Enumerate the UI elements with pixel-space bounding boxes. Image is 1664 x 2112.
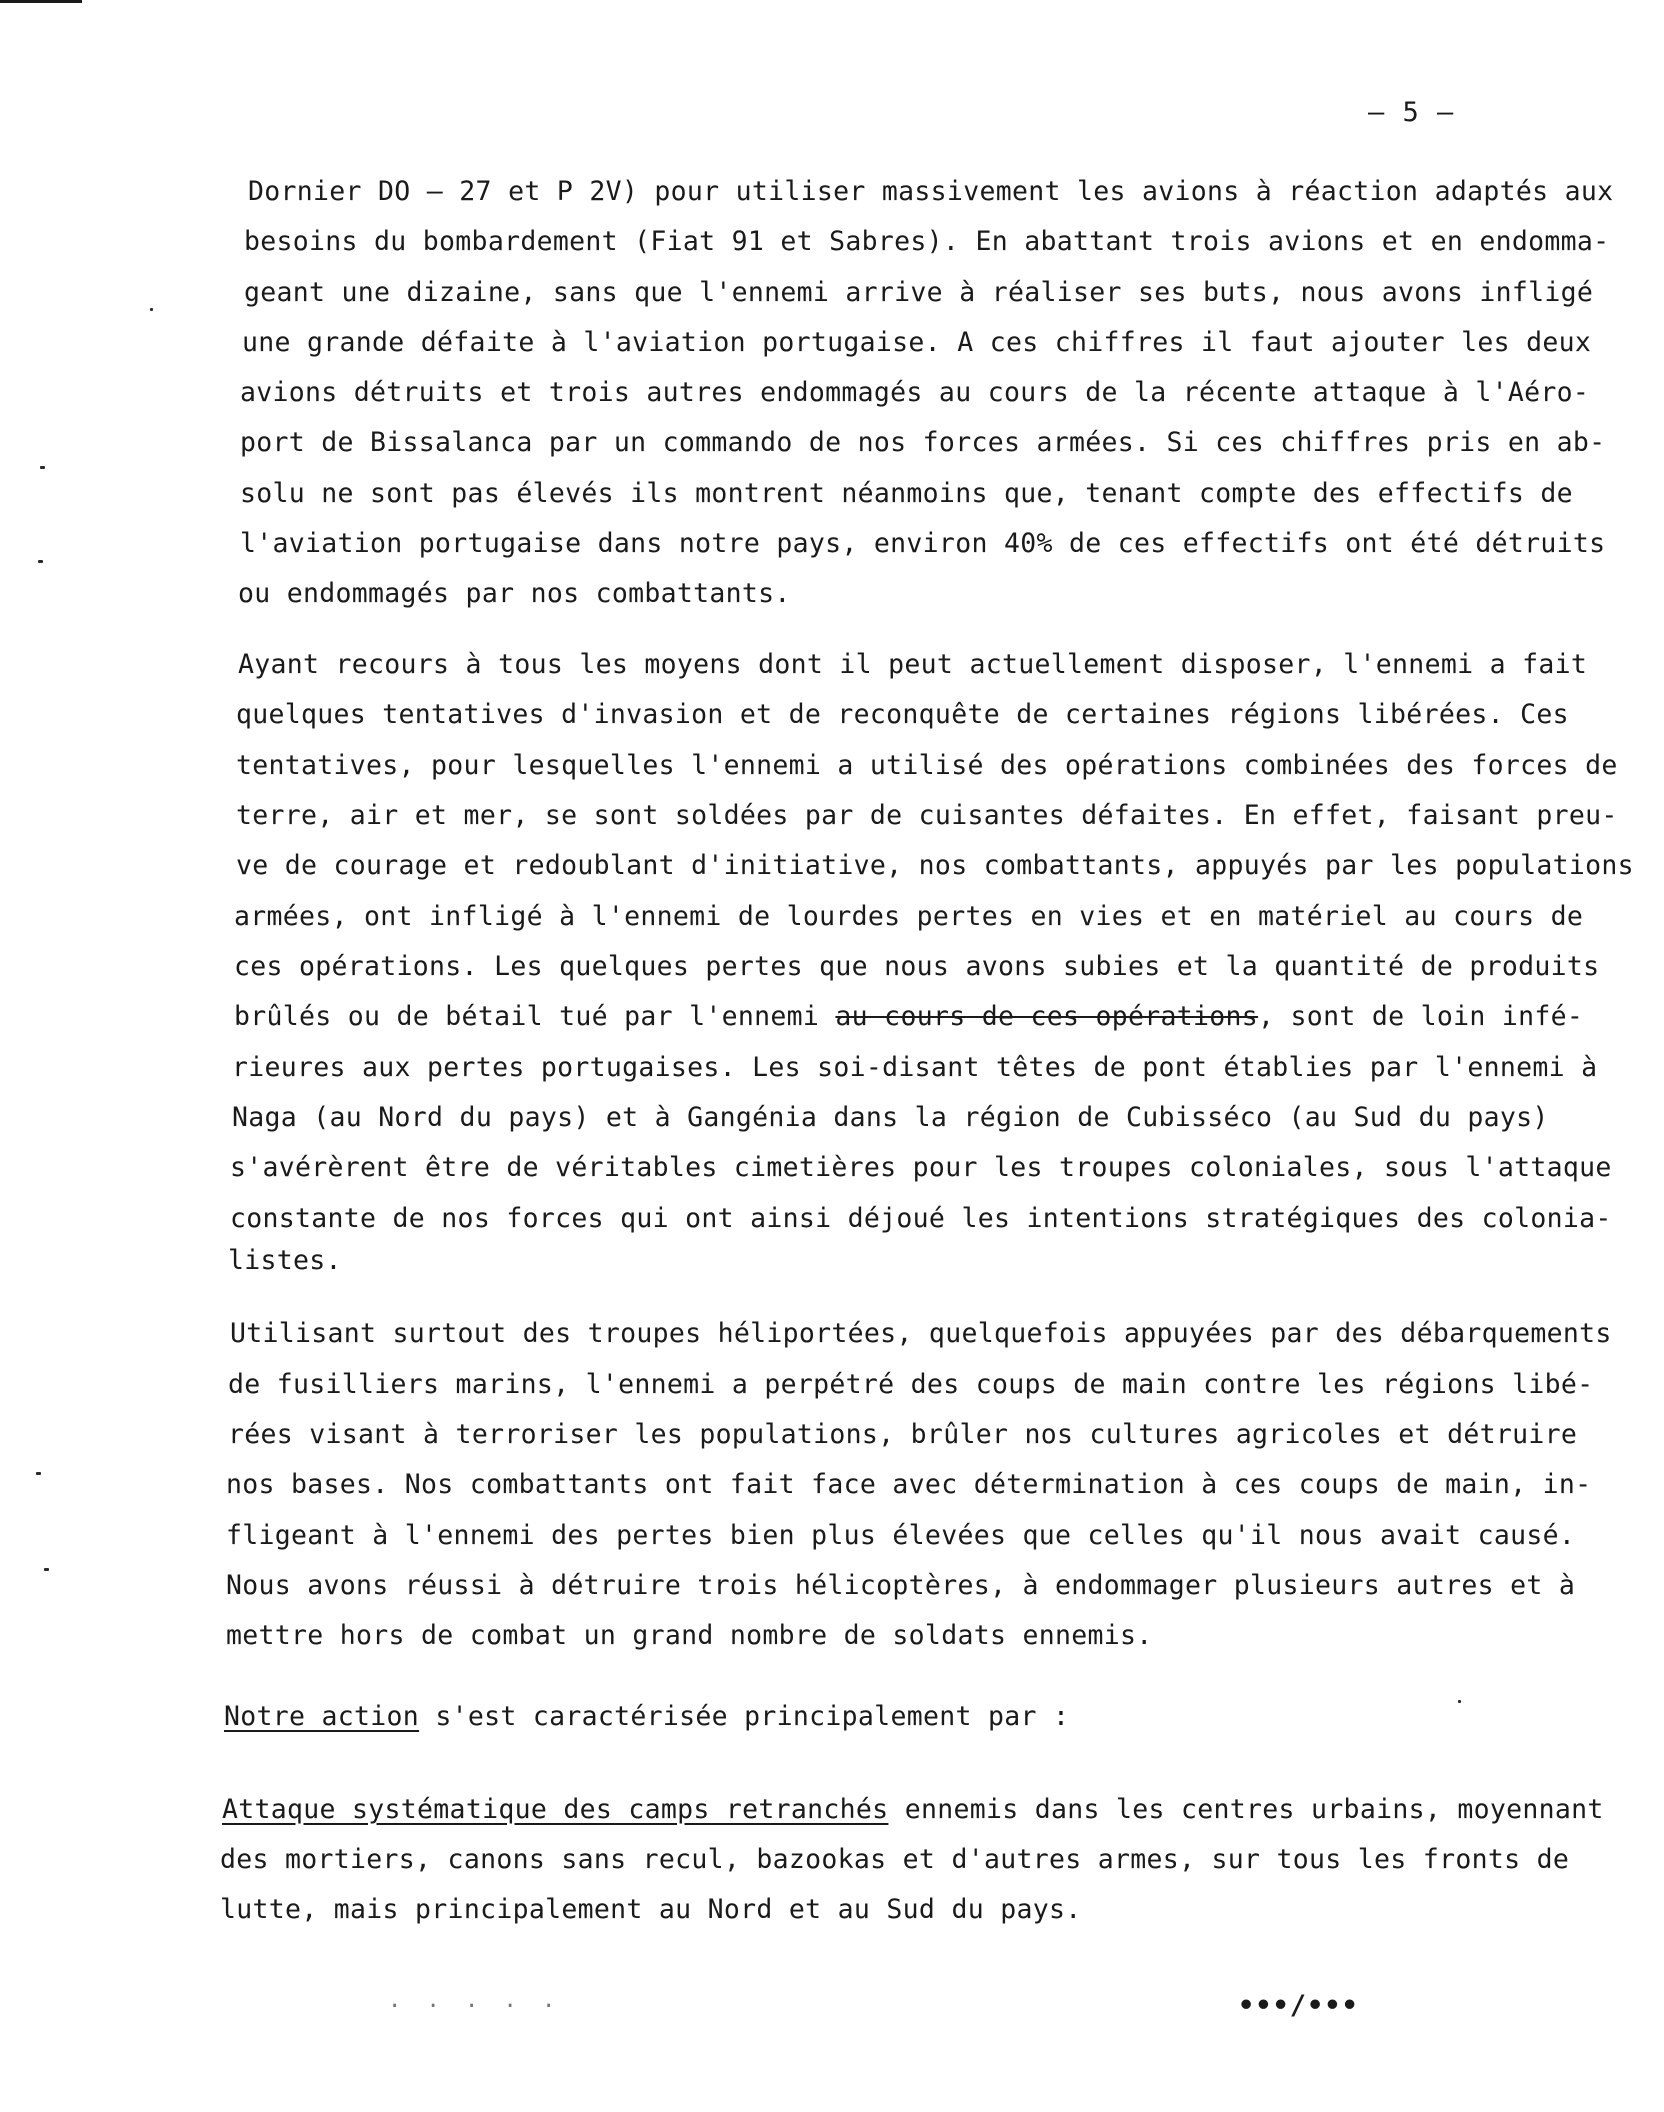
text-line: l'aviation portugaise dans notre pays, environ 40% de ces effectifs ont été détruits bbox=[240, 528, 1606, 559]
text-line: Ayant recours à tous les moyens dont il peut actuellement disposer, l'ennemi a fait bbox=[238, 649, 1588, 680]
text-line: mettre hors de combat un grand nombre de soldats ennemis. bbox=[226, 1620, 1153, 1651]
text-line: port de Bissalanca par un commando de nos forces armées. Si ces chiffres pris en ab- bbox=[240, 427, 1606, 458]
text-line: avions détruits et trois autres endommagés au cours de la récente attaque à l'Aéro- bbox=[240, 377, 1590, 408]
continuation-mark: •••/••• bbox=[1238, 1990, 1359, 2021]
text-line-with-strikethrough bbox=[234, 1000, 1584, 1034]
text-line: solu ne sont pas élevés ils montrent néanmoins que, tenant compte des effectifs de bbox=[240, 478, 1573, 509]
action-heading bbox=[224, 1700, 1069, 1734]
text-line: lutte, mais principalement au Nord et au Sud du pays. bbox=[220, 1894, 1082, 1925]
text-line: nos bases. Nos combattants ont fait face avec détermination à ces coups de main, in- bbox=[226, 1469, 1592, 1500]
text-line: ve de courage et redoublant d'initiative, nos combattants, appuyés par les populations bbox=[236, 850, 1634, 881]
text-line: tentatives, pour lesquelles l'ennemi a utilisé des opérations combinées des forces de bbox=[236, 750, 1618, 781]
text-line: constante de nos forces qui ont ainsi déjoué les intentions stratégiques des colonia- bbox=[230, 1203, 1612, 1234]
action-heading-rest: s'est caractérisée principalement par : bbox=[419, 1701, 1070, 1732]
text-line: de fusilliers marins, l'ennemi a perpétré des coups de main contre les régions libé- bbox=[228, 1369, 1594, 1400]
text-line: geant une dizaine, sans que l'ennemi arrive à réaliser ses buts, nous avons infligé bbox=[244, 277, 1594, 308]
text-segment: brûlés ou de bétail tué par l'ennemi bbox=[234, 1001, 836, 1032]
text-line: Utilisant surtout des troupes héliportées, quelquefois appuyées par des débarquements bbox=[230, 1318, 1612, 1349]
text-line: ces opérations. Les quelques pertes que nous avons subies et la quantité de produits bbox=[234, 951, 1600, 982]
text-line: listes. bbox=[228, 1245, 342, 1276]
text-line: Naga (au Nord du pays) et à Gangénia dans la région de Cubisséco (au Sud du pays) bbox=[232, 1102, 1549, 1133]
text-line: des mortiers, canons sans recul, bazookas et d'autres armes, sur tous les fronts de bbox=[220, 1844, 1570, 1875]
text-line: rieures aux pertes portugaises. Les soi-disant têtes de pont établies par l'ennemi à bbox=[232, 1052, 1598, 1083]
struck-text: au cours de ces opérations bbox=[835, 1001, 1259, 1032]
text-line: Nous avons réussi à détruire trois hélicoptères, à endommager plusieurs autres et à bbox=[226, 1570, 1576, 1601]
text-line: une grande défaite à l'aviation portugaise. A ces chiffres il faut ajouter les deux bbox=[242, 327, 1592, 358]
footer-dots: . . . . . bbox=[388, 1988, 562, 2013]
text-line: s'avérèrent être de véritables cimetières pour les troupes coloniales, sous l'attaque bbox=[230, 1152, 1612, 1183]
action-heading-underlined: Notre action bbox=[224, 1701, 420, 1732]
text-line: besoins du bombardement (Fiat 91 et Sabres). En abattant trois avions et en endomma- bbox=[244, 226, 1610, 257]
text-segment: ennemis dans les centres urbains, moyennant bbox=[888, 1794, 1604, 1825]
text-line: ou endommagés par nos combattants. bbox=[238, 578, 791, 609]
text-line: armées, ont infligé à l'ennemi de lourdes pertes en vies et en matériel au cours de bbox=[234, 901, 1584, 932]
text-line bbox=[222, 1793, 1604, 1827]
text-segment: , sont de loin infé- bbox=[1258, 1001, 1584, 1032]
text-line: rées visant à terroriser les populations, brûler nos cultures agricoles et détruire bbox=[228, 1419, 1578, 1450]
attack-heading-underlined: Attaque systématique des camps retranchés bbox=[222, 1794, 889, 1825]
text-line: Dornier DO – 27 et P 2V) pour utiliser massivement les avions à réaction adaptés aux bbox=[248, 176, 1614, 207]
top-rule bbox=[0, 0, 82, 3]
text-line: quelques tentatives d'invasion et de reconquête de certaines régions libérées. Ces bbox=[236, 699, 1569, 730]
text-line: terre, air et mer, se sont soldées par de cuisantes défaites. En effet, faisant preu- bbox=[236, 800, 1618, 831]
page-number: – 5 – bbox=[1368, 97, 1455, 128]
text-line: fligeant à l'ennemi des pertes bien plus élevées que celles qu'il nous avait causé. bbox=[226, 1520, 1576, 1551]
